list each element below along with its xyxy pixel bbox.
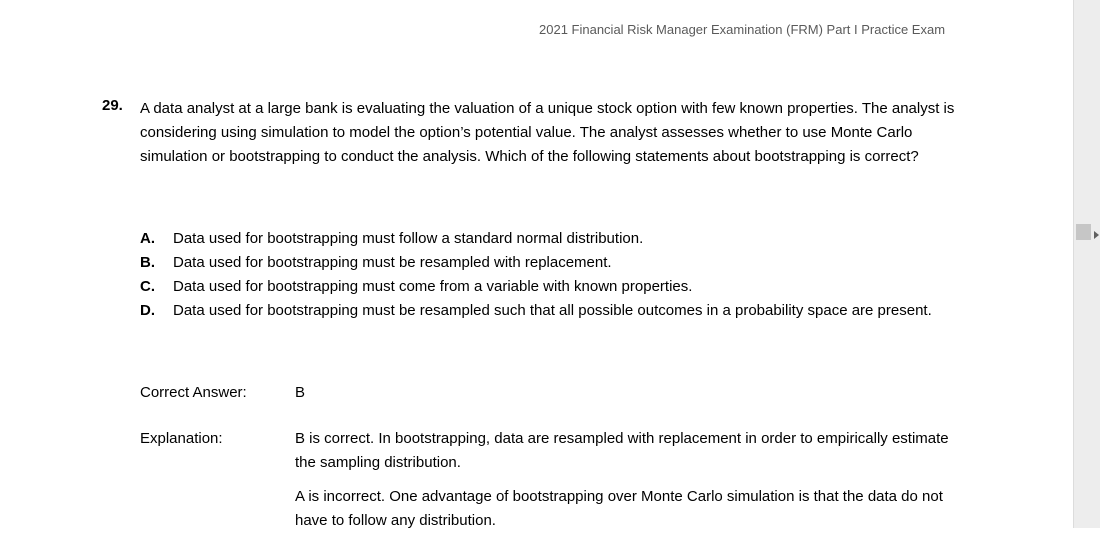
explanation-paragraph: B is correct. In bootstrapping, data are resampled with replacement in order to empirically estimate the sampling distribution. [295, 430, 949, 471]
option-letter: D. [140, 302, 155, 319]
option-text: Data used for bootstrapping must be resampled such that all possible outcomes in a probability space are present. [173, 302, 932, 319]
option-text: Data used for bootstrapping must be resampled with replacement. [173, 254, 612, 271]
answer-options [140, 227, 960, 323]
correct-answer-label: Correct Answer: [140, 384, 247, 401]
option-letter: C. [140, 278, 155, 295]
vertical-scrollbar[interactable] [1073, 0, 1100, 528]
explanation-body [295, 427, 955, 543]
option-letter: A. [140, 230, 155, 247]
explanation-paragraph: A is incorrect. One advantage of bootstrapping over Monte Carlo simulation is that the data do not have to follow any distribution. [295, 488, 943, 529]
explanation-label: Explanation: [140, 430, 223, 447]
option-text: Data used for bootstrapping must come from a variable with known properties. [173, 278, 693, 295]
question-number: 29. [102, 97, 123, 114]
option-c [140, 275, 960, 299]
option-letter: B. [140, 254, 155, 271]
page-header: 2021 Financial Risk Manager Examination (FRM) Part I Practice Exam [539, 22, 946, 37]
option-d [140, 299, 960, 323]
option-a [140, 227, 960, 251]
question-text: A data analyst at a large bank is evaluating the valuation of a unique stock option with few known properties. The analyst is considering using simulation to model the option’s potential value. The analyst assesses whether to use Monte Carlo simulation or bootstrapping to conduct the analysis. Which of the following statements about bootstrapping is correct? [140, 100, 955, 165]
option-b [140, 251, 960, 275]
scroll-arrow-icon[interactable] [1094, 231, 1099, 239]
scrollbar-thumb[interactable] [1076, 224, 1091, 240]
option-text: Data used for bootstrapping must follow a standard normal distribution. [173, 230, 644, 247]
correct-answer-value: B [295, 384, 306, 401]
